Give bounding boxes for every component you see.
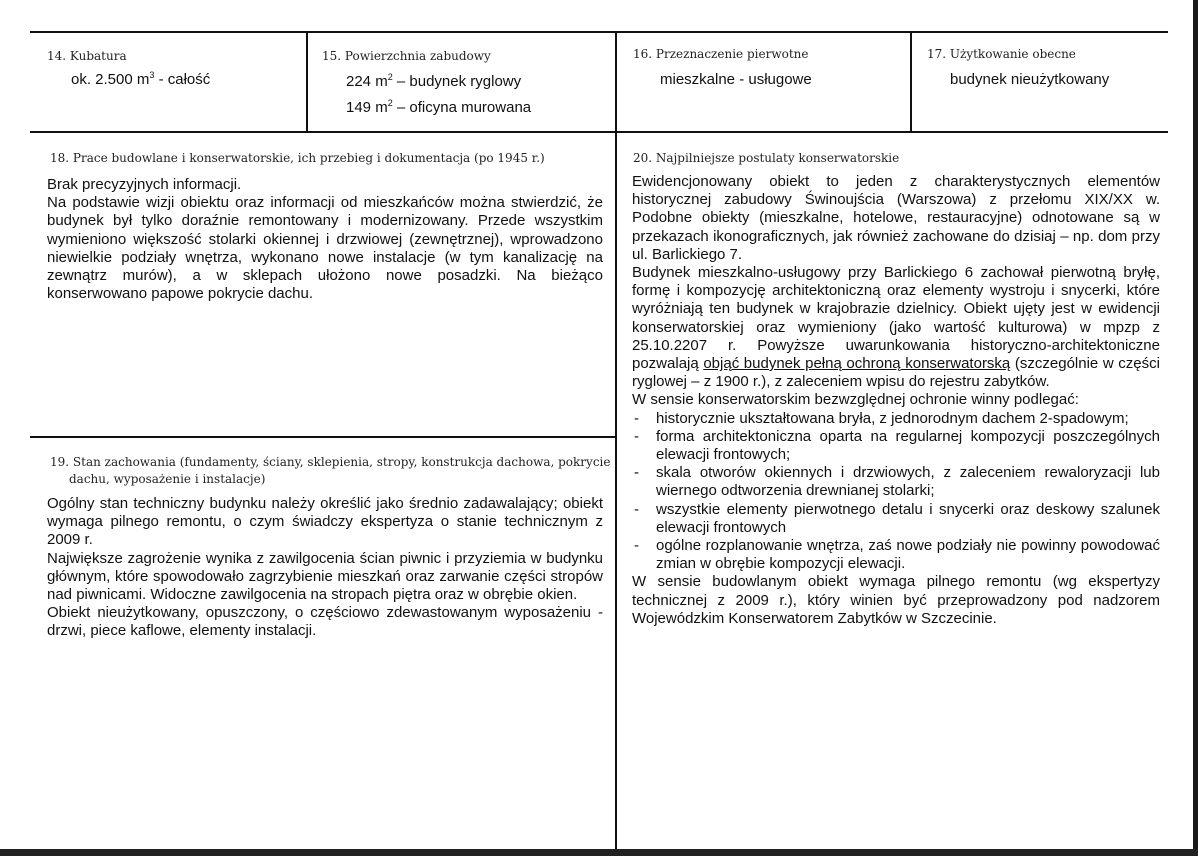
uzytkowanie-value: budynek nieużytkowany [950,71,1110,88]
section-18-para-1: Brak precyzyjnych informacji. [47,176,242,193]
section-19-label-line-2: dachu, wyposażenie i instalacje) [69,472,266,486]
section-20-para-4: W sensie budowlanym obiekt wymaga pilnego remontu (wg ekspertyzy technicznej z 2009 r.), który winien być przeprowadzony pod nadzorem Wojewódzkim Konserwatorem Zabytków w Szczecinie. [632,573,1160,627]
section-20-para-2 [632,264,1160,391]
protection-list-item: - historycznie ukształtowana bryła, z jednorodnym dachem 2-spadowym; [632,410,1160,428]
section-20-para-1: Ewidencjonowany obiekt to jeden z charakterystycznych elementów historycznej zabudowy Świnoujścia (Warszowa) z przełomu XIX/XX w. Podobne obiekty (mieszkalne, hotelowe, restauracyjne) odnotowane są w przekazach ikonograficznych, jak również zachowane do dzisiaj – np. dom przy ul. Barlickiego 7. [632,173,1160,263]
powierzchnia-line-1-text: – budynek ryglowy [392,73,522,90]
kubatura-value-scope: - całość [154,71,211,88]
protection-list-item: - forma architektoniczna oparta na regularnej kompozycji poszczególnych elewacji frontowych; [632,428,1160,464]
scan-edge-bottom [0,849,1198,856]
kubatura-value-number: ok. 2.500 m [71,71,150,88]
section-20-protection-phrase: objąć budynek pełną ochroną konserwatorską [703,355,1011,373]
rule-right-col [910,31,912,132]
rule-row-divider [30,131,1168,133]
powierzchnia-line-1-exp: 2 [387,72,393,82]
section-20-label: 20. Najpilniejsze postulaty konserwatorskie [633,151,900,165]
section-18-para-2: Na podstawie wizji obiektu oraz informacji od mieszkańców można stwierdzić, że budynek był tylko doraźnie remontowany i modernizowany. Przede wszystkim wymieniono większość stolarki okiennej i drzwiowej (zewnętrznej), wprowadzono niewielkie podziały wnętrza, wykonano nowe instalacje (w tym kanalizację na zewnątrz murów), a w sklepach ułożono nowe posadzki. Na bieżąco konserwowano papowe pokrycie dachu. [47,194,603,303]
powierzchnia-line-2 [346,99,531,116]
section-20-text [632,173,1160,628]
section-19-text [47,495,603,641]
section-18-label: 18. Prace budowlane i konserwatorskie, ich przebieg i dokumentacja (po 1945 r.) [50,151,545,165]
kubatura-label: 14. Kubatura [47,49,127,63]
rule-center [615,31,617,849]
protection-list-item: - ogólne rozplanowanie wnętrza, zaś nowe podziały nie powinny powodować zmian w obrębie kompozycji elewacji. [632,537,1160,573]
protection-list-item: - skala otworów okiennych i drzwiowych, z zaleceniem rewaloryzacji lub wiernego odtworzenia drewnianej stolarki; [632,464,1160,500]
powierzchnia-line-1-number: 224 m [346,73,388,90]
section-19-para-2: Największe zagrożenie wynika z zawilgocenia ścian piwnic i przyziemia w budynku głównym, które spowodowało zagrzybienie mieszkań oraz zarwanie części stropów nad piwnicami. Widoczne zawilgocenia na stropach piętra oraz w obrębie okien. [47,549,603,604]
section-19-para-1: Ogólny stan techniczny budynku należy określić jako średnio zadawalający; obiekt wymaga pilnego remontu, o czym świadczy ekspertyza o stanie technicznym z 2009 r. [47,495,603,549]
powierzchnia-label: 15. Powierzchnia zabudowy [322,49,491,63]
kubatura-value-unit-exp: 3 [149,70,155,80]
section-19-label-line-1: 19. Stan zachowania (fundamenty, ściany, sklepienia, stropy, konstrukcja dachowa, pokrycie [50,455,611,469]
kubatura-value [71,71,210,88]
section-20-para-2-tail: (szczególnie w części ryglowej – z 1900 r.), z zaleceniem wpisu do rejestru zabytków. [632,355,1160,391]
rule-left-col1 [306,31,308,132]
powierzchnia-line-2-exp: 2 [387,98,393,108]
scan-edge-right [1193,0,1198,856]
rule-section-19-top [30,436,616,438]
powierzchnia-line-1 [346,73,521,90]
protection-list [632,410,1160,574]
powierzchnia-line-2-text: – oficyna murowana [392,99,532,116]
rule-top [30,31,1168,33]
section-19-para-3: Obiekt nieużytkowany, opuszczony, o częściowo zdewastowanym wyposażeniu - drzwi, piece kaflowe, elementy instalacji. [47,604,603,640]
section-20-para-2-text: Budynek mieszkalno-usługowy przy Barlickiego 6 zachował pierwotną bryłę, formę i kompozycję architektoniczną oraz elementy wystroju i snycerki, które wyróżniają ten budynek w krajobrazie dzielnicy. Obiekt ujęty jest w ewidencji konserwatorskiej oraz wymieniony (jako wartość kulturowa) w mpzp z 25.10.2207 r. Powyższe uwarunkowania historyczno-architektoniczne pozwalają [632,264,1160,373]
przeznaczenie-value: mieszkalne - usługowe [660,71,812,88]
protection-list-item: - wszystkie elementy pierwotnego detalu i snycerki oraz deskowy szalunek elewacji frontowych [632,501,1160,537]
przeznaczenie-label: 16. Przeznaczenie pierwotne [633,47,809,61]
section-18-text [47,176,603,303]
powierzchnia-line-2-number: 149 m [346,99,388,116]
section-20-para-3: W sensie konserwatorskim bezwzględnej ochronie winny podlegać: [632,391,1079,409]
uzytkowanie-label: 17. Użytkowanie obecne [927,47,1076,61]
